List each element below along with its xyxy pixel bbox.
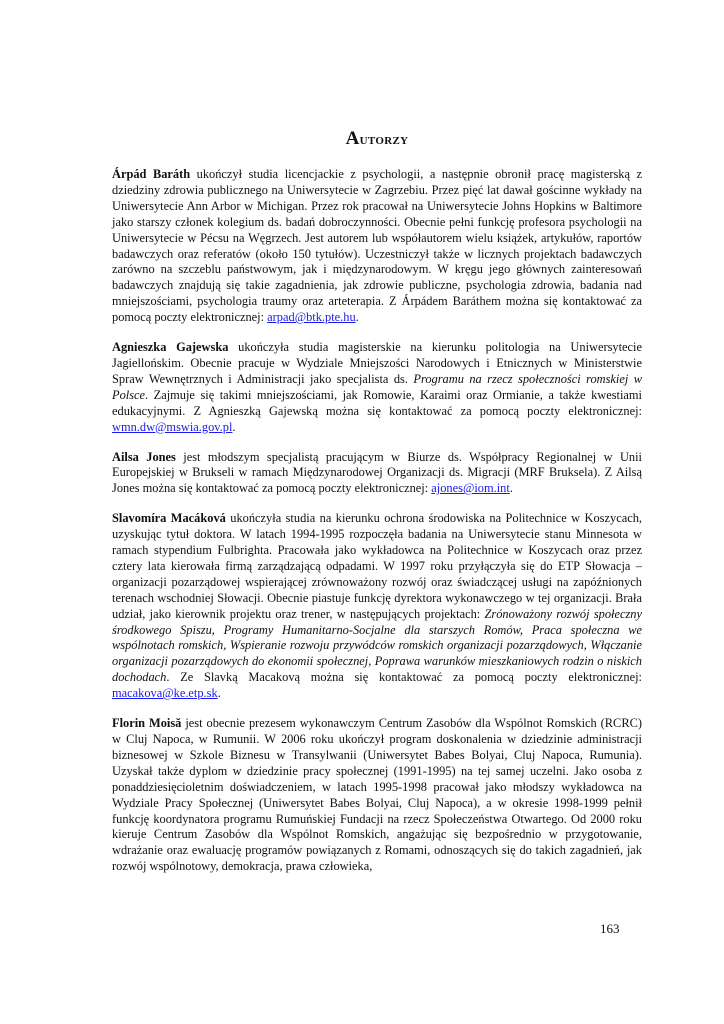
email-link[interactable]: macakova@ke.etp.sk [112,686,218,701]
bio-barath: Árpád Baráth ukończył studia licencjackie z psychologii, a następnie obronił pracę magisterską z dziedziny zdrowia publicznego na Uniwersytecie w Zagrzebiu. Przez pięć lat dawał gościnne wykłady na Uniwersytecie Ann Arbor w Michigan. Przez rok pracował na Uniwersytecie Johns Hopkins w Baltimore jako starszy członek kolegium ds. badań dobroczynności. Obecnie pełni funkcję profesora psychologii na Uniwersytecie w Pécsu na Węgrzech. Jest autorem lub współautorem wielu książek, artykułów, raportów badawczych oraz referatów (około 150 tytułów). Uczestniczył także w licznych projektach badawczych zarówno na szczeblu państwowym, jak i międzynarodowym. W kręgu jego głównych zainteresowań badawczych znajdują się takie zagadnienia, jak zdrowie publiczne, psychologia zdrowia, badania nad mniejszościami, psychologia traumy oraz arteterapia. Z Árpádem Baráthem można się kontaktować za pomocą poczty elektronicznej: arpad@btk.pte.hu. [112,167,642,325]
author-name: Slavomíra Macáková [112,511,226,526]
page-title: Autorzy [345,128,409,149]
bio-jones: Ailsa Jones jest młodszym specjalistą pracującym w Biurze ds. Współpracy Regionalnej w Unii Europejskiej w Brukseli w ramach Międzynarodowej Organizacji ds. Migracji (MRF Bruksela). Z Ailsą Jones można się kontaktować za pomocą poczty elektronicznej: ajones@iom.int. [112,449,642,496]
author-name: Árpád Baráth [112,167,191,181]
bio-gajewska: Agnieszka Gajewska ukończyła studia magisterskie na kierunku politologia na Uniwersytecie Jagiellońskim. Obecnie pracuje w Wydziale Mniejszości Narodowych i Etnicznych w Ministerstwie Spraw Wewnętrznych i Administracji jako specjalista ds. Programu na rzecz społeczności romskiej w Polsce. Zajmuje się takimi mniejszościami, jak Romowie, Karaimi oraz Ormianie, a także kwestiami edukacyjnymi. Z Agnieszką Gajewską można się kontaktować za pomocą poczty elektronicznej: wmn.dw@mswia.gov.pl. [112,340,642,434]
bio-moisa: Florin Moisă jest obecnie prezesem wykonawczym Centrum Zasobów dla Wspólnot Romskich (RCRC) w Cluj Napoca, w Rumunii. W 2006 roku ukończył program doskonalenia w dziedzinie administracji biznesowej w Szkole Biznesu w Transylwanii (Uniwersytet Babes Bolyai, Cluj Napoca, Rumunia). Uzyskał także dyplom w dziedzinie pracy społecznej (1991-1995) na tej samej uczelni. Jako osoba z ponaddziesięcioletnim doświadczeniem, w latach 1995-1998 pracował jako młodszy wykładowca na Wydziale Pracy Społecznej (Uniwersytet Babes Bolyai, Cluj Napoca), a w okresie 1998-1999 pełnił funkcję koordynatora programu Rumuńskiej Fundacji na rzecz Społeczeństwa Otwartego. Od 2000 roku kieruje Centrum Zasobów dla Wspólnot Romskich, angażując się bezpośrednio w przygotowanie, wdrażanie oraz ewaluację programów powiązanych z Romami, odnoszących się do takich zagadnień, jak rozwój wspólnotowy, demokracja, prawa człowieka, [112,716,642,874]
page-body [112,128,642,889]
bio-macakova: Slavomíra Macáková ukończyła studia na kierunku ochrona środowiska na Politechnice w Koszycach, uzyskując tytuł doktora. W latach 1994-1995 rozpoczęła badania na Uniwersytecie stanu Minnesota w ramach stypendium Fulbrighta. Pracowała jako wykładowca na Politechnice w Koszycach oraz przez cztery lata kierowała firmą zarządzającą odpadami. W 1997 roku przyłączyła się do ETP Słowacja – organizacji pozarządowej wspierającej zrównoważony rozwój oraz świadczącej usługi na zapóźnionych terenach wschodniej Słowacji. Obecnie piastuje funkcję dyrektora wykonawczego w tej organizacji. Brała udział, jako kierownik projektu oraz trener, w następujących projektach: Zrónoważony rozwój społeczny środkowego Spiszu, Programy Humanitarno-Socjalne dla starszych Romów, Praca społeczna we wspólnotach romskich, Wspieranie rozwoju przywódców romskich organizacji pozarządowych, Włączanie organizacji pozarządowych do ekonomii społecznej, Poprawa warunków mieszkaniowych rodzin o niskich dochodach. Ze Slavką Macakovą można się kontaktować za pomocą poczty elektronicznej: macakova@ke.etp.sk. [112,511,642,701]
author-name: Agnieszka Gajewska [112,340,229,355]
email-link[interactable]: ajones@iom.int [431,481,510,496]
page-number: 163 [600,921,620,936]
author-name: Florin Moisă [112,716,182,731]
email-link[interactable]: wmn.dw@mswia.gov.pl [112,419,233,434]
email-link[interactable]: arpad@btk.pte.hu [267,310,356,325]
author-name: Ailsa Jones [112,449,176,464]
